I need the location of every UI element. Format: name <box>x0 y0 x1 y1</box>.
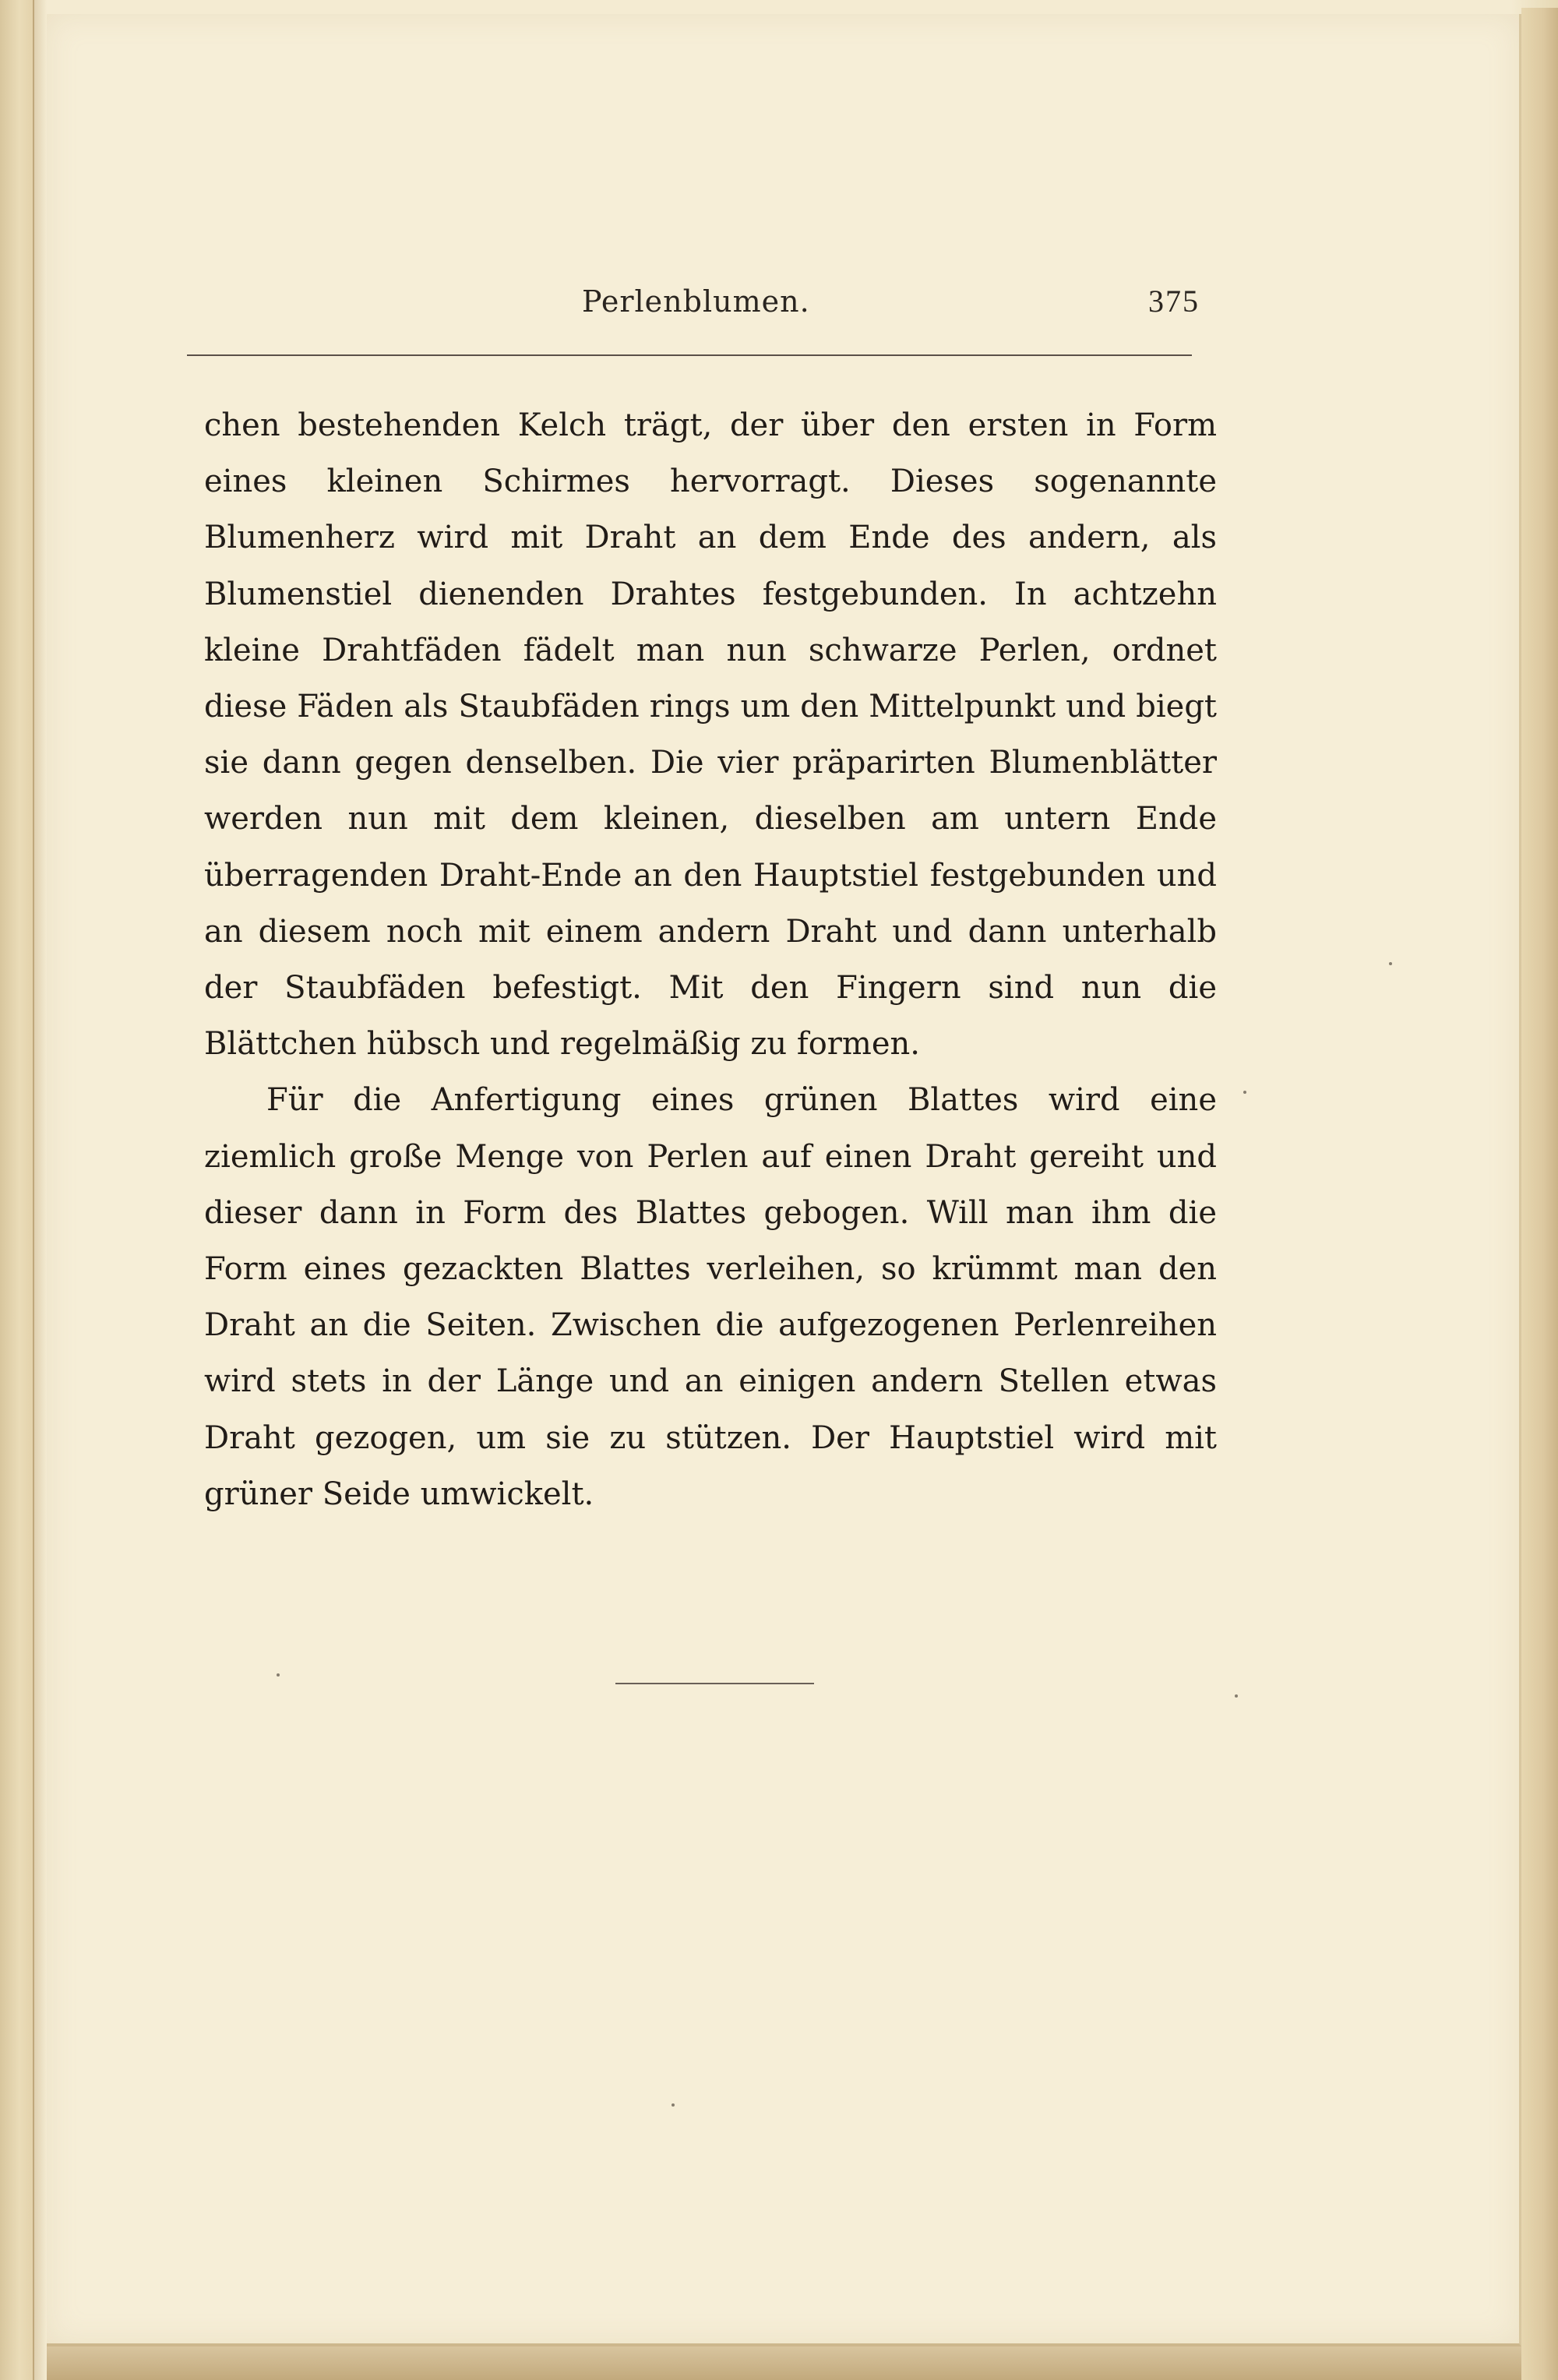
paragraph-2: Für die Anfertigung eines grünen Blattes wird eine ziemlich große Menge von Perlen auf einen Draht gereiht und dieser dann in Form des Blattes gebogen. Will man ihm die Form eines gezackten Blattes verleihen, so krümmt man den Draht an die Seiten. Zwischen die aufgezogenen Perlenreihen wird stets in der Länge und an einigen andern Stellen etwas Draht gezogen, um sie zu stützen. Der Hauptstiel wird mit grüner Seide umwickelt. <box>204 1082 1217 1512</box>
binding-shadow <box>33 0 47 2380</box>
page-number: 375 <box>1148 284 1200 319</box>
page-stack-edge <box>1521 8 1558 2380</box>
paper-speck <box>1243 1091 1246 1094</box>
paragraph-1: chen bestehenden Kelch trägt, der über den ersten in Form eines kleinen Schirmes hervorragt. Dieses sogenannte Blumenherz wird mit Draht an dem Ende des andern, als Blumenstiel dienenden Drahtes festgebunden. In achtzehn kleine Drahtfäden fädelt man nun schwarze Perlen, ordnet diese Fäden als Staubfäden rings um den Mittelpunkt und biegt sie dann gegen denselben. Die vier präparirten Blumenblätter werden nun mit dem kleinen, dieselben am untern Ende überragenden Draht-Ende an den Hauptstiel festgebunden und an diesem noch mit einem andern Draht und dann unterhalb der Staubfäden befestigt. Mit den Fingern sind nun die Blättchen hübsch und regelmäßig zu formen. <box>204 407 1217 1063</box>
paper-speck <box>1235 1694 1238 1698</box>
paper-speck <box>277 1673 280 1677</box>
paper-speck <box>1389 962 1392 965</box>
page-bottom-edge <box>47 2345 1521 2380</box>
paper-speck <box>671 2103 675 2107</box>
running-title: Perlenblumen. <box>582 284 810 319</box>
body-text <box>204 397 1217 1522</box>
page-header <box>187 277 1200 331</box>
header-rule <box>187 354 1192 356</box>
section-end-rule <box>615 1683 814 1684</box>
book-binding <box>0 0 34 2380</box>
